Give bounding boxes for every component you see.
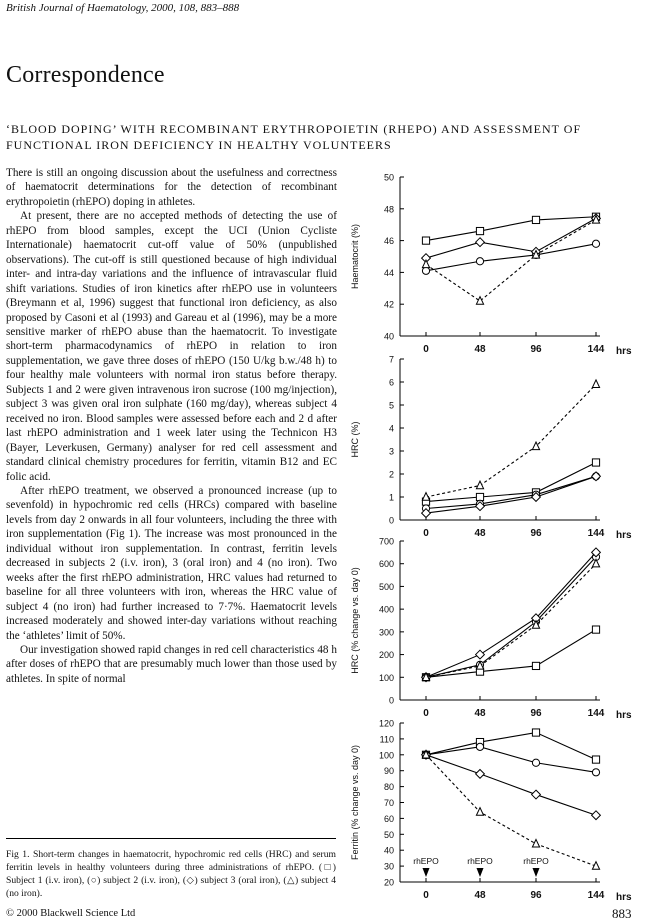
- y-tick-label: 60: [383, 813, 394, 824]
- data-point-circle: [592, 769, 599, 776]
- y-tick-label: 700: [378, 536, 394, 547]
- dose-arrow: [533, 868, 540, 877]
- data-point-circle: [476, 258, 483, 265]
- caption-rule: [6, 838, 336, 839]
- y-tick-label: 42: [383, 299, 394, 310]
- y-tick-label: 44: [383, 267, 394, 278]
- y-tick-label: 5: [388, 400, 394, 411]
- y-tick-label: 100: [378, 672, 394, 683]
- body-text: [6, 166, 337, 686]
- journal-header: British Journal of Haematology, 2000, 108, 883–888: [6, 2, 240, 14]
- data-point-square: [592, 756, 599, 763]
- y-tick-label: 300: [378, 627, 394, 638]
- series-line-diamond: [426, 218, 596, 258]
- data-point-circle: [532, 759, 539, 766]
- x-tick-label: 0: [423, 890, 429, 900]
- data-point-diamond: [592, 811, 601, 820]
- data-point-triangle: [476, 481, 483, 489]
- data-point-square: [476, 227, 483, 234]
- x-tick-label: 144: [587, 890, 605, 900]
- data-point-triangle: [422, 260, 429, 268]
- y-tick-label: 50: [383, 829, 394, 840]
- x-tick-label: 96: [530, 708, 542, 719]
- series-line-circle: [426, 476, 596, 508]
- y-tick-label: 20: [383, 877, 394, 888]
- data-point-square: [592, 459, 599, 466]
- data-point-square: [532, 216, 539, 223]
- x-unit-label: hrs: [616, 530, 632, 541]
- data-point-diamond: [476, 769, 485, 778]
- paragraph: At present, there are no accepted methods of detecting the use of rhEPO from blood samples, except the UCI (Union Cycliste Internationale) haematocrit cut-off value of 50% (unpublished observations). The cut-off is still questioned because of high individual inter- and intra-day variations and the influence of intravascular fluid shift variations. Studies of iron kinetics after rhEPO use in volunteers (Breymann et al, 1996) suggest that functional iron deficiency, as also proposed by Casoni et al (1993) and Gareau et al (1996), may be a more sensitive marker of rhEPO abuse than the haematocrit. To investigate short-term pharmacodynamics of rhEPO in relation to iron supplementation, we gave three doses of rhEPO (150 U/kg b.w./48 h) to four healthy male volunteers with normal iron status before therapy. Subjects 1 and 2 were given intravenous iron sucrose (100 mg/injection), subject 3 was given oral iron sulphate (160 mg/day), whereas subject 4 received no iron. Blood samples were assessed before each and 2 d after last rhEPO administration and 1 week later using the Technicon H3 (Bayer, Leverkusen, Germany) analyser for red cell assessment and standard clinical chemistry procedures for ferritin, vitamin B12 and EC folic acid.: [6, 210, 337, 483]
- dose-arrow: [477, 868, 484, 877]
- dose-label: rhEPO: [523, 856, 549, 866]
- page-number: 883: [612, 906, 632, 921]
- y-tick-label: 100: [378, 750, 394, 761]
- y-tick-label: 50: [383, 172, 394, 183]
- y-axis-label: HRC (% change vs. day 0): [350, 567, 360, 674]
- paragraph: After rhEPO treatment, we observed a pronounced increase (up to sevenfold) in hypochromic red cells (HRCs) compared with baseline levels from day 2 onwards in all four volunteers, including the three with iron supplementation (Fig 1). The increase was most pronounced in the individual without iron supplementation. In contrast, ferritin levels decreased in subjects 2 (i.v. iron), 3 (oral iron) and 4 (no iron). Two weeks after the first rhEPO administration, HRC values had returned to baseline for all three volunteers with iron, whereas the HRC value of subject 4 (no iron) had further increased to 7·7%. Haematocrit levels increased moderately and showed inter-day variations without reaching the ‘athletes’ limit of 50%.: [6, 484, 337, 642]
- y-tick-label: 2: [388, 469, 394, 480]
- x-tick-label: 144: [587, 344, 605, 355]
- y-tick-label: 90: [383, 766, 394, 777]
- y-tick-label: 40: [383, 331, 394, 342]
- y-tick-label: 3: [388, 446, 394, 457]
- data-point-triangle: [476, 808, 483, 816]
- y-tick-label: 500: [378, 581, 394, 592]
- x-tick-label: 96: [530, 528, 542, 539]
- x-tick-label: 96: [530, 344, 542, 355]
- data-point-diamond: [532, 790, 541, 799]
- dose-arrow: [423, 868, 430, 877]
- x-tick-label: 48: [474, 344, 486, 355]
- data-point-diamond: [476, 238, 485, 247]
- series-line-diamond: [426, 552, 596, 677]
- x-tick-label: 0: [423, 708, 429, 719]
- paragraph: Our investigation showed rapid changes in red cell characteristics 48 h after doses of rhEPO that are presumably much lower than those used by athletes. In spite of normal: [6, 643, 337, 685]
- copyright-footer: © 2000 Blackwell Science Ltd: [6, 908, 136, 919]
- series-line-diamond: [426, 755, 596, 815]
- data-point-square: [532, 662, 539, 669]
- data-point-triangle: [532, 839, 539, 847]
- data-point-circle: [476, 743, 483, 750]
- series-line-square: [426, 630, 596, 678]
- y-tick-label: 48: [383, 204, 394, 215]
- paragraph: There is still an ongoing discussion about the usefulness and correctness of haematocrit determinations for the detection of recombinant erythropoietin (rhEPO) doping in athletes.: [6, 167, 337, 208]
- y-tick-label: 0: [388, 515, 394, 526]
- x-unit-label: hrs: [616, 346, 632, 357]
- y-tick-label: 200: [378, 650, 394, 661]
- series-line-triangle: [426, 384, 596, 497]
- data-point-square: [592, 626, 599, 633]
- y-tick-label: 6: [388, 377, 394, 388]
- data-point-square: [476, 493, 483, 500]
- x-tick-label: 48: [474, 528, 486, 539]
- x-unit-label: hrs: [616, 710, 632, 721]
- data-point-triangle: [592, 559, 599, 567]
- y-tick-label: 30: [383, 861, 394, 872]
- series-line-circle: [426, 557, 596, 677]
- figure-1: [344, 160, 650, 900]
- x-tick-label: 96: [530, 890, 542, 900]
- y-tick-label: 7: [388, 354, 394, 365]
- x-unit-label: hrs: [616, 892, 632, 900]
- y-tick-label: 46: [383, 236, 394, 247]
- y-tick-label: 110: [379, 734, 394, 745]
- x-tick-label: 48: [474, 890, 486, 900]
- y-tick-label: 80: [383, 782, 394, 793]
- y-tick-label: 4: [388, 423, 394, 434]
- y-tick-label: 400: [378, 604, 394, 615]
- series-line-square: [426, 217, 596, 241]
- x-tick-label: 0: [423, 344, 429, 355]
- chart-panel-4: [350, 719, 632, 901]
- section-title: Correspondence: [6, 62, 165, 88]
- data-point-circle: [592, 240, 599, 247]
- y-tick-label: 40: [383, 845, 394, 856]
- figure-caption: Fig 1. Short-term changes in haematocrit, hypochromic red cells (HRC) and serum ferritin levels in healthy volunteers during three administrations of rhEPO. (□) Subject 1 (i.v. iron), (○) subject 2 (i.v. iron), (◇) subject 3 (oral iron), (△) subject 4 (no iron).: [6, 849, 336, 899]
- x-tick-label: 144: [587, 528, 605, 539]
- x-tick-label: 48: [474, 708, 486, 719]
- y-tick-label: 600: [378, 559, 394, 570]
- series-line-square: [426, 463, 596, 502]
- data-point-diamond: [592, 472, 601, 481]
- data-point-circle: [422, 267, 429, 274]
- y-axis-label: Ferritin (% change vs. day 0): [350, 744, 360, 861]
- data-point-diamond: [476, 650, 485, 659]
- series-line-circle: [426, 747, 596, 772]
- y-tick-label: 120: [378, 718, 394, 729]
- y-axis-label: Haematocrit (%): [350, 223, 360, 290]
- series-line-triangle: [426, 755, 596, 866]
- data-point-square: [532, 729, 539, 736]
- y-tick-label: 70: [383, 798, 394, 808]
- y-tick-label: 0: [388, 695, 394, 706]
- dose-label: rhEPO: [413, 856, 439, 866]
- data-point-triangle: [476, 297, 483, 305]
- chart-panel-3: [350, 537, 632, 722]
- y-axis-label: HRC (%): [350, 421, 360, 458]
- data-point-square: [422, 237, 429, 244]
- article-title: ‘BLOOD DOPING’ WITH RECOMBINANT ERYTHROPOIETIN (RHEPO) AND ASSESSMENT OF FUNCTIONAL IRON DEFICIENCY IN HEALTHY VOLUNTEERS: [6, 122, 582, 152]
- y-tick-label: 1: [388, 492, 394, 503]
- dose-label: rhEPO: [467, 856, 493, 866]
- chart-panel-2: [350, 355, 632, 542]
- data-point-triangle: [592, 380, 599, 388]
- x-tick-label: 0: [423, 528, 429, 539]
- x-tick-label: 144: [587, 708, 605, 719]
- chart-panel-1: [350, 173, 632, 358]
